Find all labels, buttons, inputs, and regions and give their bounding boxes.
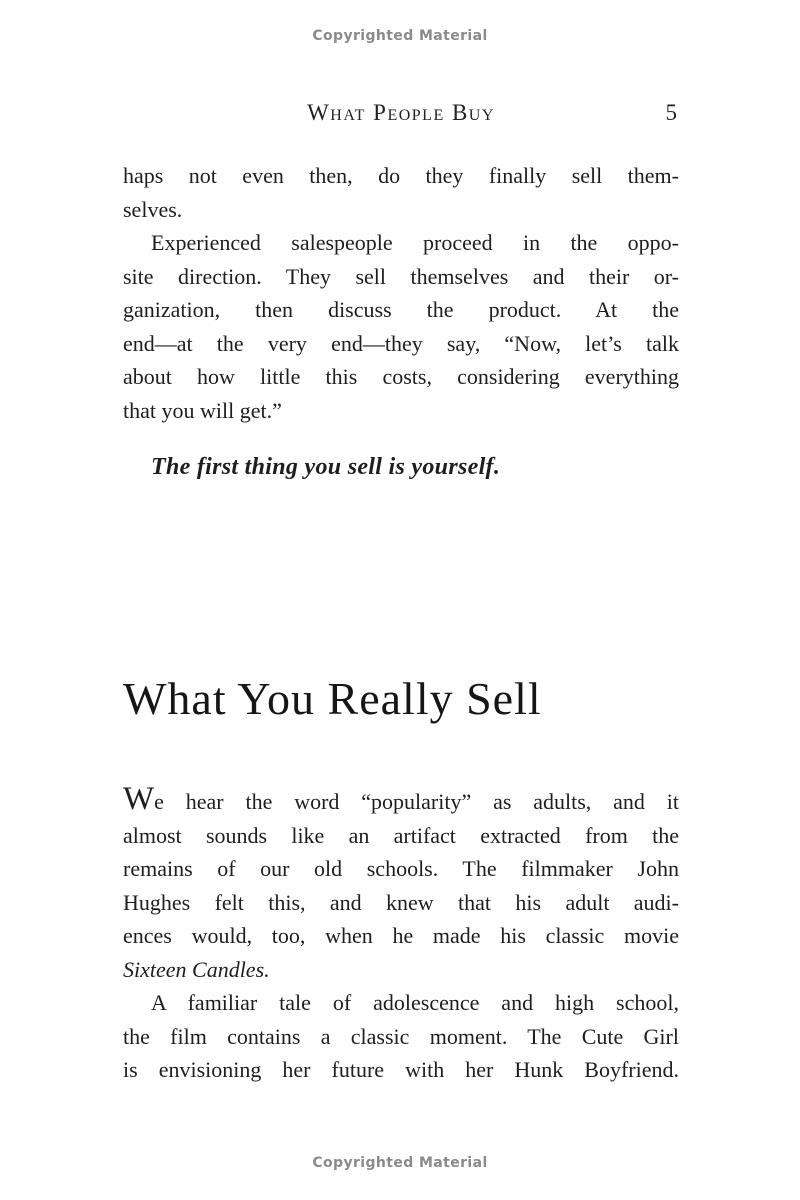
raised-initial-cap: W: [123, 781, 155, 817]
copyright-notice-bottom: Copyrighted Material: [312, 1155, 488, 1171]
body-line: haps not even then, do they finally sell them-: [123, 163, 679, 188]
body-line: about how little this costs, considering everything: [123, 364, 679, 389]
movie-title-line: Sixteen Candles.: [123, 956, 270, 982]
body-line: Experienced salespeople proceed in the oppo-: [151, 230, 679, 255]
body-line: almost sounds like an artifact extracted from the: [123, 822, 679, 848]
body-line: that you will get.”: [123, 397, 282, 423]
paragraph-experienced-salespeople: [123, 226, 679, 427]
body-line: is envisioning her future with her Hunk Boyfriend.: [123, 1057, 679, 1082]
copyright-notice-top: Copyrighted Material: [312, 28, 488, 44]
body-line: ences would, too, when he made his classic movie: [123, 923, 679, 948]
paragraph-we-hear: [123, 783, 679, 986]
body-line: the film contains a classic moment. The Cute Girl: [123, 1023, 679, 1049]
body-line: selves.: [123, 196, 183, 222]
body-line: end—at the very end—they say, “Now, let’s talk: [123, 330, 679, 356]
body-line: remains of our old schools. The filmmaker John: [123, 856, 679, 881]
body-line-text: e hear the word “popularity” as adults, and it: [154, 789, 679, 814]
body-line: A familiar tale of adolescence and high school,: [151, 990, 679, 1015]
body-line-with-raised-cap: [123, 783, 679, 819]
body-line: ganization, then discuss the product. At the: [123, 297, 679, 322]
key-takeaway-callout: The first thing you sell is yourself.: [151, 454, 501, 480]
body-line: site direction. They sell themselves and their or-: [123, 263, 679, 289]
running-header-title: What People Buy: [307, 100, 495, 125]
running-header-row: [123, 98, 679, 128]
page-number: 5: [665, 100, 677, 125]
paragraph-continuation: [123, 159, 679, 226]
chapter-title: What You Really Sell: [123, 672, 542, 724]
body-line: Hughes felt this, and knew that his adult audi-: [123, 889, 679, 915]
paragraph-familiar-tale: [123, 986, 679, 1087]
